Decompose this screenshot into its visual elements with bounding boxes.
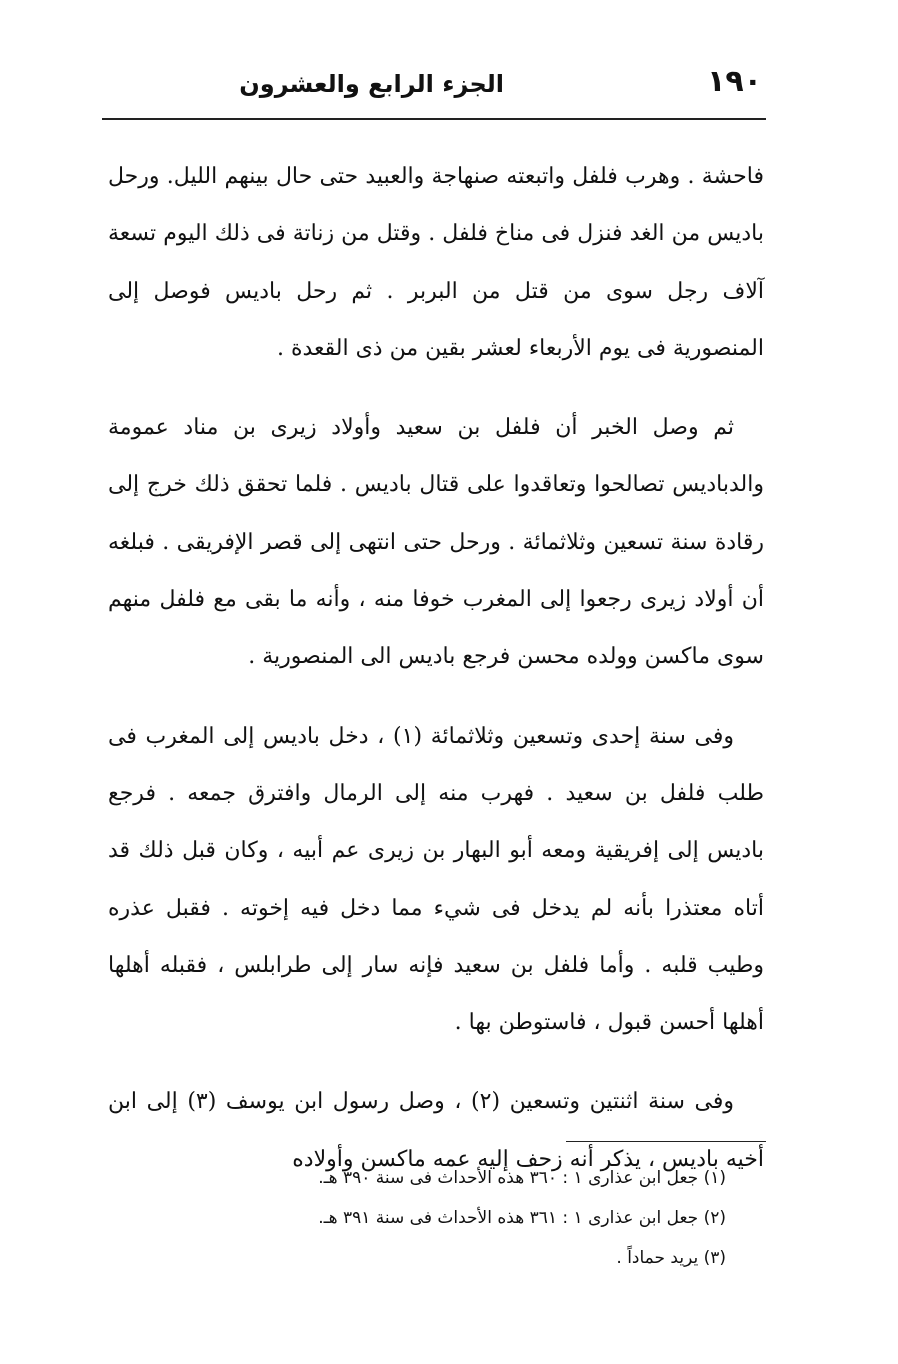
- footnote: (١) جعل ابن عذارى ١ : ٣٦٠ هذه الأحداث فى سنة ٣٩٠ هـ.: [318, 1168, 726, 1188]
- main-text: [108, 148, 764, 1188]
- page-number: ١٩٠: [707, 64, 762, 99]
- footnote-rule: [566, 1141, 766, 1142]
- footnote: (٣) يريد حماداً .: [616, 1248, 726, 1268]
- paragraph: ثم وصل الخبر أن فلفل بن سعيد وأولاد زيرى بن مناد عمومة والدباديس تصالحوا وتعاقدوا على قتال باديس . فلما تحقق ذلك خرج إلى رقادة سنة تسعين وثلاثمائة . ورحل حتى انتهى إلى قصر الإفريقى . فبلغه أن أولاد زيرى رجعوا إلى المغرب خوفا منه ، وأنه ما بقى مع فلفل منهم سوى ماكسن وولده محسن فرجع باديس الى المنصورية .: [108, 415, 765, 670]
- paragraph: فاحشة . وهرب فلفل واتبعته صنهاجة والعبيد حتى حال بينهم الليل. ورحل باديس من الغد فنزل فى مناخ فلفل . وقتل من زناتة فى ذلك اليوم تسعة آلاف رجل سوى من قتل من البربر . ثم رحل باديس فوصل إلى المنصورية فى يوم الأربعاء لعشر بقين من ذى القعدة .: [108, 164, 764, 361]
- footnote: (٢) جعل ابن عذارى ١ : ٣٦١ هذه الأحداث فى سنة ٣٩١ هـ.: [318, 1208, 726, 1228]
- paragraph: وفى سنة اثنتين وتسعين (٢) ، وصل رسول ابن يوسف (٣) إلى ابن أخيه باديس ، يذكر أنه زحف إليه عمه ماكسن وأولاده: [108, 1089, 764, 1172]
- page-header: [102, 58, 766, 116]
- header-rule: [102, 118, 766, 120]
- footnotes: [280, 1158, 726, 1278]
- running-title: الجزء الرابع والعشرون: [239, 70, 504, 98]
- paragraph: وفى سنة إحدى وتسعين وثلاثمائة (١) ، دخل باديس إلى المغرب فى طلب فلفل بن سعيد . فهرب منه إلى الرمال وافترق جمعه . فرجع باديس إلى إفريقية ومعه أبو البهار بن زيرى عم أبيه ، وكان قبل ذلك قد أتاه معتذرا بأنه لم يدخل فى شيء مما دخل فيه إخوته . فقبل عذره وطيب قلبه . وأما فلفل بن سعيد فإنه سار إلى طرابلس ، فقبله أهلها أهلها أحسن قبول ، فاستوطن بها .: [108, 723, 764, 1036]
